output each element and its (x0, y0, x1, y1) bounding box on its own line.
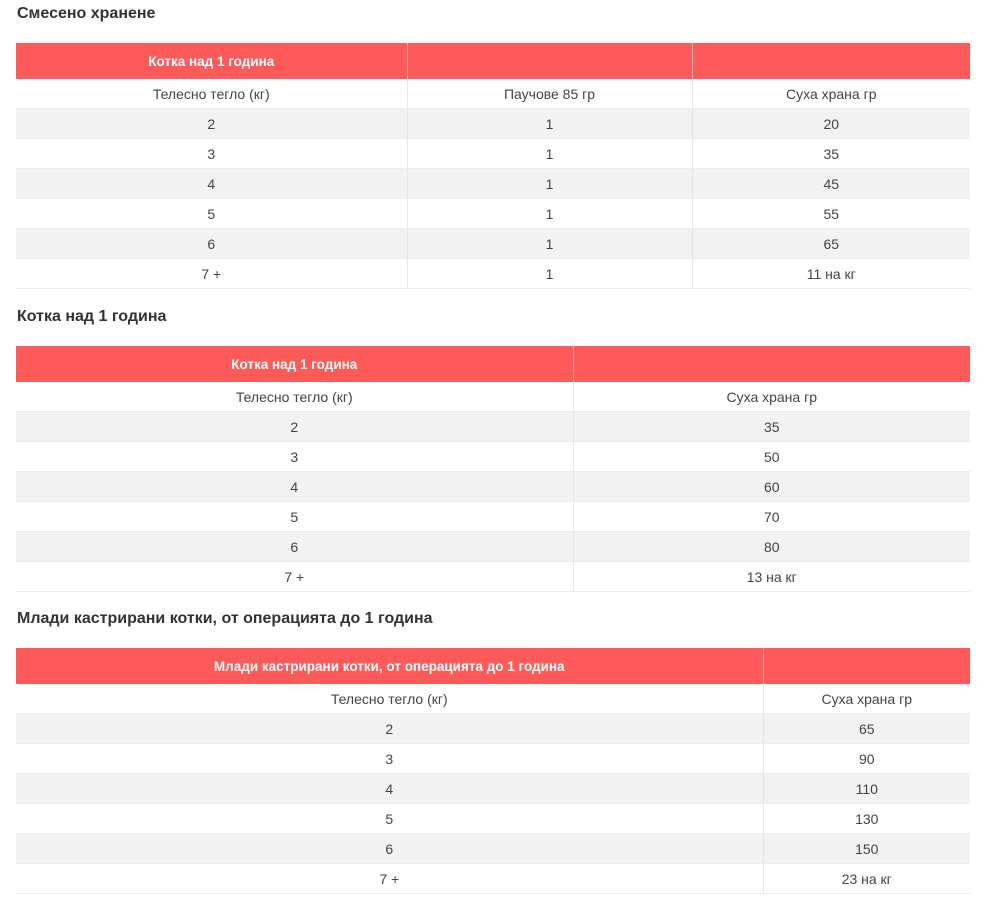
cell-dry-food: 130 (763, 804, 970, 834)
table-row (16, 714, 970, 744)
column-header-row (16, 79, 970, 109)
cell-weight: 4 (16, 774, 763, 804)
cell-weight: 3 (16, 139, 407, 169)
cell-weight: 2 (16, 714, 763, 744)
table-row (16, 472, 970, 502)
cell-pouches: 1 (407, 169, 692, 199)
cell-pouches: 1 (407, 199, 692, 229)
cell-weight: 7 + (16, 259, 407, 289)
cell-dry-food: 80 (573, 532, 970, 562)
cell-pouches: 1 (407, 229, 692, 259)
table-row (16, 199, 970, 229)
cell-weight: 2 (16, 412, 573, 442)
cell-weight: 4 (16, 472, 573, 502)
cell-weight: 3 (16, 442, 573, 472)
table-row (16, 744, 970, 774)
section-title-mixed-feeding: Смесено хранене (17, 5, 156, 22)
cell-dry-food: 150 (763, 834, 970, 864)
cell-pouches: 1 (407, 139, 692, 169)
cell-dry-food: 35 (692, 139, 970, 169)
section-title-adult-cat: Котка над 1 година (17, 308, 167, 325)
column-header-weight: Телесно тегло (кг) (16, 382, 573, 412)
cell-weight: 7 + (16, 562, 573, 592)
cell-dry-food: 35 (573, 412, 970, 442)
table-row (16, 834, 970, 864)
table-row (16, 562, 970, 592)
column-header-dry-food: Суха храна гр (692, 79, 970, 109)
cell-dry-food: 65 (692, 229, 970, 259)
cell-weight: 6 (16, 229, 407, 259)
cell-weight: 2 (16, 109, 407, 139)
cell-dry-food: 13 на кг (573, 562, 970, 592)
table-header-cell: Котка над 1 година (16, 346, 573, 382)
cell-weight: 5 (16, 199, 407, 229)
cell-weight: 7 + (16, 864, 763, 894)
cell-dry-food: 11 на кг (692, 259, 970, 289)
feeding-table-adult (16, 346, 970, 592)
column-header-weight: Телесно тегло (кг) (16, 684, 763, 714)
table-header-cell (692, 43, 970, 79)
cell-dry-food: 55 (692, 199, 970, 229)
cell-dry-food: 50 (573, 442, 970, 472)
table-row (16, 259, 970, 289)
table-header-row (16, 346, 970, 382)
cell-weight: 5 (16, 502, 573, 532)
column-header-pouches: Пауч​ове 85 гр (407, 79, 692, 109)
feeding-table-young-neutered (16, 648, 970, 894)
cell-dry-food: 45 (692, 169, 970, 199)
table-row (16, 229, 970, 259)
cell-pouches: 1 (407, 259, 692, 289)
table-row (16, 864, 970, 894)
table-row (16, 442, 970, 472)
table-row (16, 804, 970, 834)
cell-dry-food: 110 (763, 774, 970, 804)
cell-pouches: 1 (407, 109, 692, 139)
cell-weight: 4 (16, 169, 407, 199)
cell-weight: 3 (16, 744, 763, 774)
table-header-row (16, 43, 970, 79)
cell-weight: 5 (16, 804, 763, 834)
table-header-row (16, 648, 970, 684)
table-row (16, 169, 970, 199)
table-row (16, 502, 970, 532)
column-header-dry-food: Суха храна гр (573, 382, 970, 412)
table-header-cell (573, 346, 970, 382)
cell-dry-food: 60 (573, 472, 970, 502)
column-header-row (16, 684, 970, 714)
cell-dry-food: 23 на кг (763, 864, 970, 894)
cell-dry-food: 20 (692, 109, 970, 139)
column-header-row (16, 382, 970, 412)
table-row (16, 532, 970, 562)
cell-weight: 6 (16, 834, 763, 864)
column-header-weight: Телесно тегло (кг) (16, 79, 407, 109)
table-header-cell: Млади кастрирани котки, от операцията до 1 година (16, 648, 763, 684)
table-row (16, 109, 970, 139)
table-header-cell (763, 648, 970, 684)
table-header-cell: Котка над 1 година (16, 43, 407, 79)
table-row (16, 139, 970, 169)
column-header-dry-food: Суха храна гр (763, 684, 970, 714)
table-header-cell (407, 43, 692, 79)
feeding-table-mixed (16, 43, 970, 289)
section-title-young-neutered: Млади кастрирани котки, от операцията до 1 година (17, 610, 433, 627)
cell-weight: 6 (16, 532, 573, 562)
table-row (16, 774, 970, 804)
cell-dry-food: 90 (763, 744, 970, 774)
cell-dry-food: 65 (763, 714, 970, 744)
table-row (16, 412, 970, 442)
cell-dry-food: 70 (573, 502, 970, 532)
